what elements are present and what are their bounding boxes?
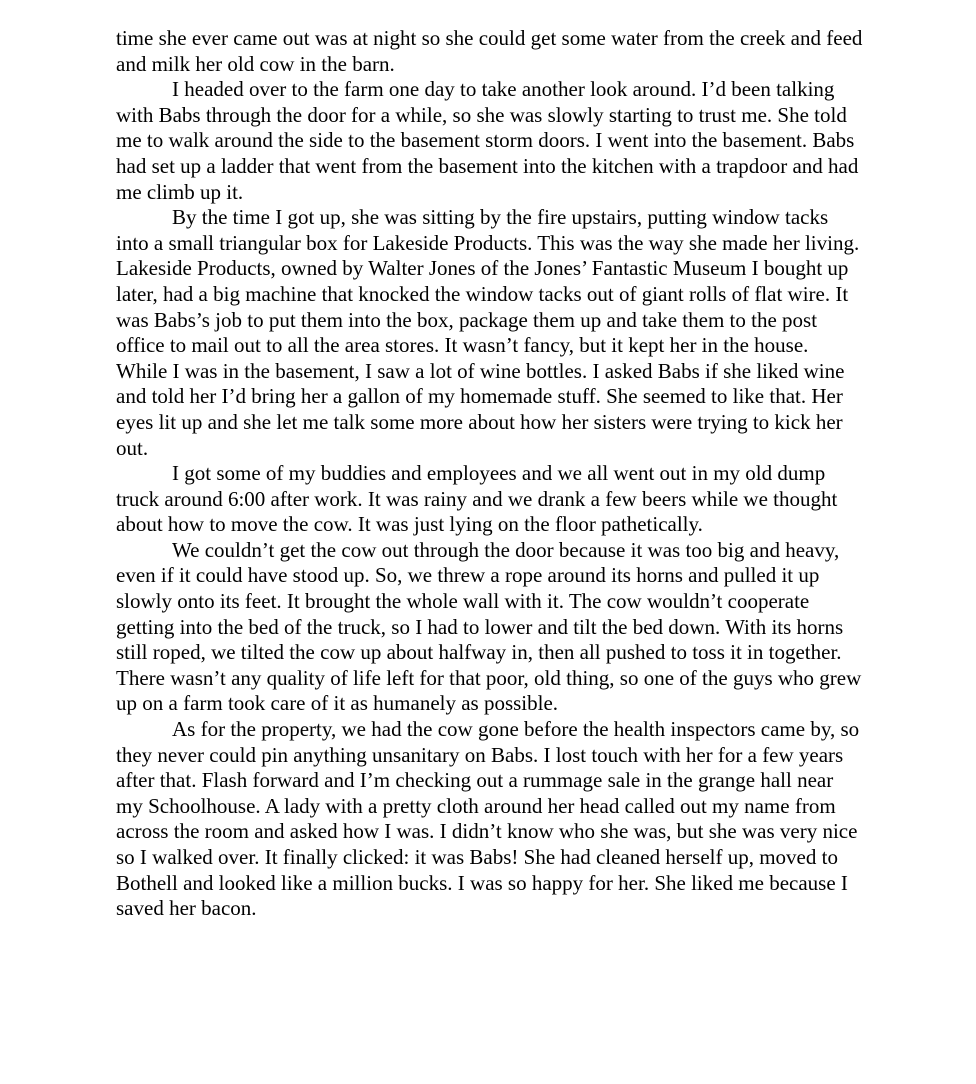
paragraph-1: time she ever came out was at night so she could get some water from the creek and feed and milk her old cow in the barn. bbox=[116, 26, 863, 76]
paragraph-4: I got some of my buddies and employees and we all went out in my old dump truck around 6:00 after work. It was rainy and we drank a few beers while we thought about how to move the cow. It was just lying on the floor pathetically. bbox=[116, 461, 838, 537]
paragraph-5: We couldn’t get the cow out through the door because it was too big and heavy, even if it could have stood up. So, we threw a rope around its horns and pulled it up slowly onto its feet. It brought the whole wall with it. The cow wouldn’t cooperate getting into the bed of the truck, so I had to lower and tilt the bed down. With its horns still roped, we tilted the cow up about halfway in, then all pushed to toss it in together. There wasn’t any quality of life left for that poor, old thing, so one of the guys who grew up on a farm took care of it as humanely as possible. bbox=[116, 537, 862, 716]
paragraph-2: I headed over to the farm one day to take another look around. I’d been talking with Babs through the door for a while, so she was slowly starting to trust me. She told me to walk around the side to the basement storm doors. I went into the basement. Babs had set up a ladder that went from the basement into the kitchen with a trapdoor and had me climb up it. bbox=[116, 77, 859, 204]
paragraph-6: As for the property, we had the cow gone before the health inspectors came by, so they never could pin anything unsanitary on Babs. I lost touch with her for a few years after that. Flash forward and I’m checking out a rummage sale in the grange hall near my Schoolhouse. A lady with a pretty cloth around her head called out my name from across the room and asked how I was. I didn’t know who she was, but she was very nice so I walked over. It finally clicked: it was Babs! She had cleaned herself up, moved to Bothell and looked like a million bucks. I was so happy for her. She liked me because I saved her bacon. bbox=[116, 717, 860, 921]
document-page bbox=[116, 26, 864, 922]
paragraph-3: By the time I got up, she was sitting by the fire upstairs, putting window tacks into a small triangular box for Lakeside Products. This was the way she made her living. Lakeside Products, owned by Walter Jones of the Jones’ Fantastic Museum I bought up later, had a big machine that knocked the window tacks out of giant rolls of flat wire. It was Babs’s job to put them into the box, package them up and take them to the post office to mail out to all the area stores. It wasn’t fancy, but it kept her in the house. While I was in the basement, I saw a lot of wine bottles. I asked Babs if she liked wine and told her I’d bring her a gallon of my homemade stuff. She seemed to like that. Her eyes lit up and she let me talk some more about how her sisters were trying to kick her out. bbox=[116, 205, 860, 460]
